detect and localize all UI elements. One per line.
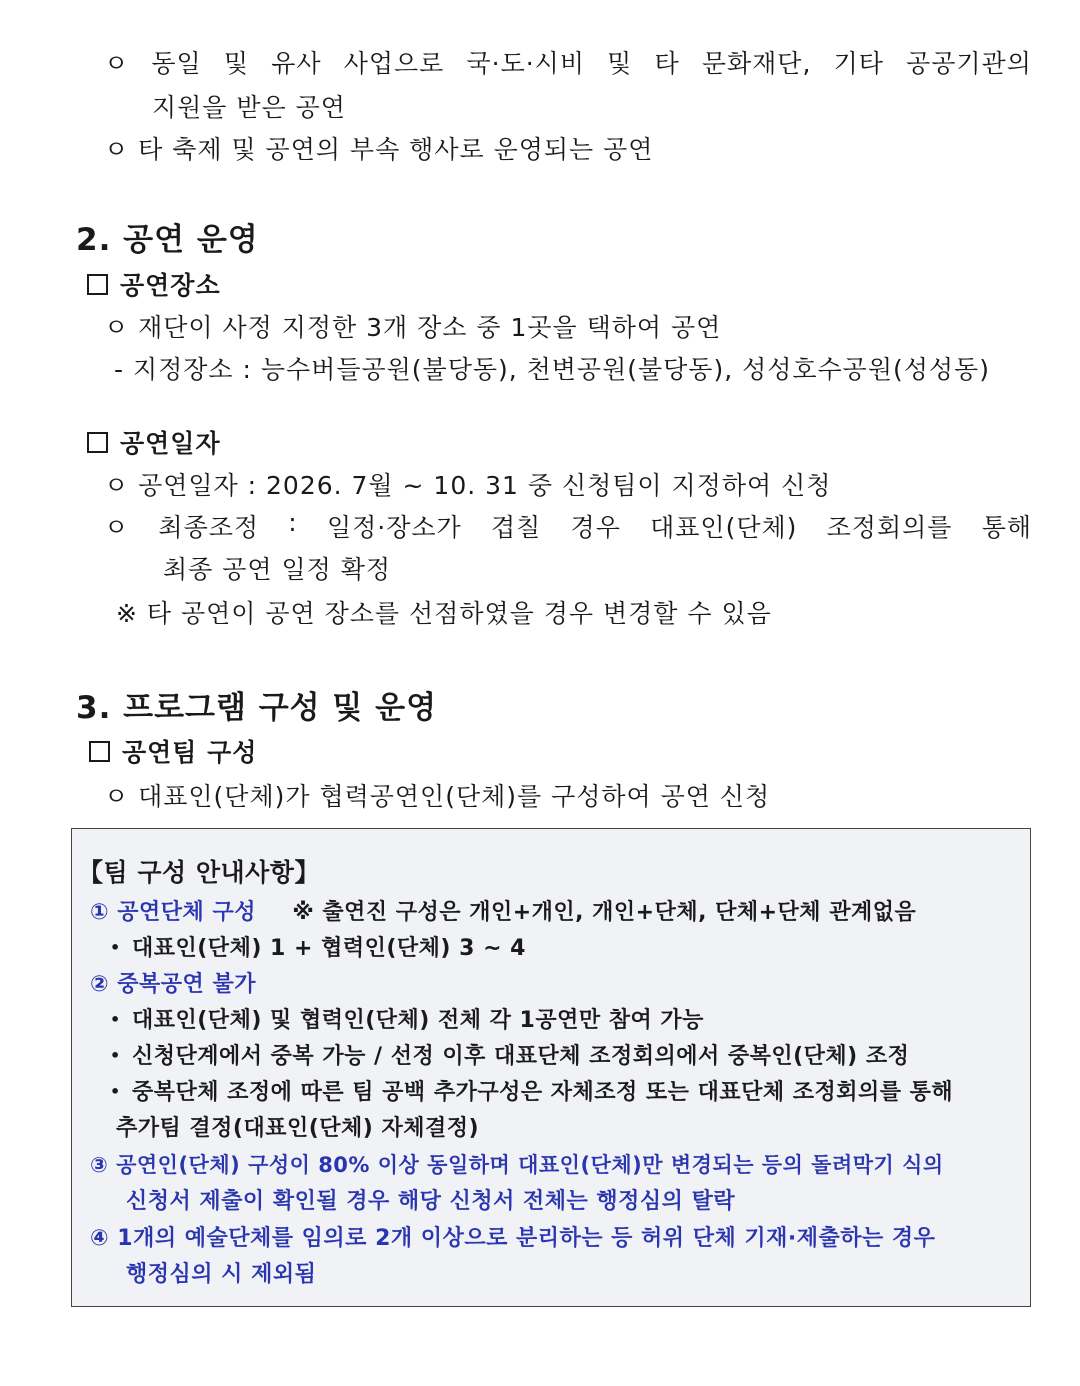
- date-bullet-2-word: 경우: [570, 513, 621, 542]
- top-bullet-1-word: 기타: [833, 49, 884, 78]
- notice-item-2-sub-1: [110, 1003, 704, 1034]
- date-subheading: [87, 424, 221, 460]
- top-bullet-1-word: 사업으로: [343, 49, 445, 78]
- date-title: 공연일자: [120, 429, 221, 458]
- notice-item-2-sub-2: [110, 1039, 909, 1070]
- top-bullet-1-word: 공공기관의: [906, 49, 1032, 78]
- date-bullet-2-word: 일정·장소가: [327, 513, 462, 542]
- date-bullet-1: ㅇ 공연일자 : 2026. 7월 ~ 10. 31 중 신청팀이 지정하여 신청: [104, 471, 832, 500]
- notice-item-1-sub: [110, 931, 526, 962]
- notice-item-1-sub-text: 대표인(단체) 1 + 협력인(단체) 3 ~ 4: [132, 936, 526, 961]
- notice-item-2-sub-3: [110, 1075, 953, 1106]
- venue-subheading: [87, 266, 221, 302]
- notice-item-1: [90, 895, 916, 926]
- team-subheading: [89, 733, 257, 769]
- checkbox-square-icon: [89, 741, 110, 762]
- top-bullet-1-word: 유사: [271, 49, 322, 78]
- team-title: 공연팀 구성: [122, 738, 258, 767]
- section-2-heading: 2. 공연 운영: [76, 222, 259, 258]
- top-bullet-1-word: 동일: [151, 49, 202, 78]
- date-bullet-2-word: 통해: [981, 513, 1032, 542]
- section-3-heading: 3. 프로그램 구성 및 운영: [76, 690, 438, 726]
- notice-item-2-sub-2-text: 신청단계에서 중복 가능 / 선정 이후 대표단체 조정회의에서 중복인(단체) 조정: [132, 1044, 910, 1069]
- date-bullet-2-continuation: 최종 공연 일정 확정: [163, 555, 392, 584]
- venue-bullet: ㅇ 재단이 사정 지정한 3개 장소 중 1곳을 택하여 공연: [104, 313, 722, 342]
- top-bullet-1-continuation: 지원을 받은 공연: [152, 93, 346, 122]
- notice-item-3-line-2: 신청서 제출이 확인될 경우 해당 신청서 전체는 행정심의 탈락: [126, 1189, 736, 1214]
- notice-item-1-label: ① 공연단체 구성: [90, 900, 256, 925]
- notice-item-2-label: ② 중복공연 불가: [90, 972, 256, 997]
- bullet-dot-icon: •: [110, 1010, 121, 1029]
- notice-item-2-sub-3-text: 중복단체 조정에 따른 팀 공백 추가구성은 자체조정 또는 대표단체 조정회의를 통해: [132, 1080, 954, 1105]
- date-bullet-2-word: 겹칠: [490, 513, 542, 542]
- top-bullet-1-word: 및: [223, 49, 249, 78]
- checkbox-square-icon: [87, 274, 108, 295]
- date-bullet-2: [104, 508, 1032, 544]
- date-bullet-2-word: :: [288, 508, 298, 537]
- top-bullet-1: [104, 44, 1032, 80]
- date-bullet-2-word: ㅇ: [104, 513, 130, 542]
- date-bullet-2-word: 최종조정: [158, 513, 260, 542]
- team-bullet: ㅇ 대표인(단체)가 협력공연인(단체)를 구성하여 공연 신청: [104, 782, 771, 811]
- team-notice-box: [71, 828, 1031, 1307]
- notice-item-3-line-1: ③ 공연인(단체) 구성이 80% 이상 동일하며 대표인(단체)만 변경되는 등의 돌려막기 식의: [90, 1153, 944, 1177]
- notice-item-2-sub-1-text: 대표인(단체) 및 협력인(단체) 전체 각 1공연만 참여 가능: [132, 1008, 704, 1033]
- bullet-dot-icon: •: [110, 1046, 121, 1065]
- top-bullet-1-word: 타: [654, 49, 680, 78]
- top-bullet-1-word: ㅇ: [104, 49, 130, 78]
- venue-title: 공연장소: [120, 271, 221, 300]
- top-bullet-2: ㅇ 타 축제 및 공연의 부속 행사로 운영되는 공연: [104, 135, 654, 164]
- top-bullet-1-word: 및: [607, 49, 633, 78]
- bullet-dot-icon: •: [110, 1082, 121, 1101]
- top-bullet-1-word: 국·도·시비: [466, 49, 585, 78]
- notice-title: 【팀 구성 안내사항】: [78, 858, 320, 887]
- top-bullet-1-word: 문화재단,: [701, 49, 812, 78]
- checkbox-square-icon: [87, 432, 108, 453]
- notice-item-4-line-2: 행정심의 시 제외됨: [126, 1262, 317, 1287]
- bullet-dot-icon: •: [110, 938, 121, 957]
- date-bullet-2-word: 조정회의를: [826, 513, 953, 542]
- date-note: ※ 타 공연이 공연 장소를 선점하였을 경우 변경할 수 있음: [116, 599, 772, 628]
- notice-item-2-continuation: 추가팀 결정(대표인(단체) 자체결정): [116, 1116, 480, 1141]
- date-bullet-2-word: 대표인(단체): [650, 513, 798, 542]
- venue-designated-list: - 지정장소 : 능수버들공원(불당동), 천변공원(불당동), 성성호수공원(성성동): [114, 355, 990, 384]
- notice-item-4-line-1: ④ 1개의 예술단체를 임의로 2개 이상으로 분리하는 등 허위 단체 기재·제출하는 경우: [90, 1226, 936, 1251]
- notice-item-1-note: ※ 출연진 구성은 개인+개인, 개인+단체, 단체+단체 관계없음: [292, 900, 917, 925]
